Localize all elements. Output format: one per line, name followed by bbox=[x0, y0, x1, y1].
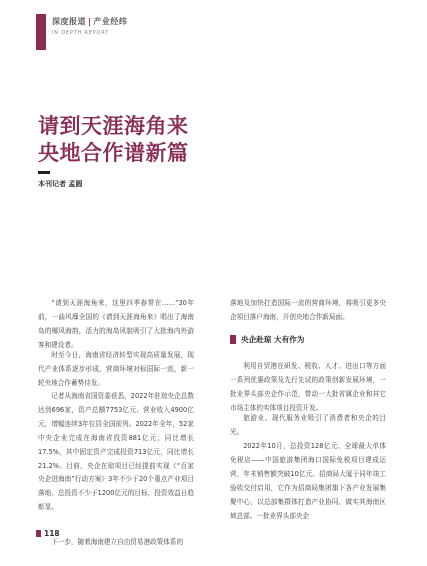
section-heading-marker bbox=[230, 335, 236, 344]
body-paragraph-6: 旅游业、现代服务业吸引了消费者和央企的目光。 bbox=[230, 414, 386, 436]
section-name: 深度报道 bbox=[52, 17, 86, 26]
body-paragraph-5: 利用自贸港在研发、税收、人才、进出口等方面一系列优惠政策及先行先试的政策创新发展环境，一批业界头部央企作示范，带动一大批省属企业和其它市场主体的实体项目投资开发。 bbox=[230, 362, 386, 412]
body-paragraph-right-top: 落地及加快打造国际一流的营商环境，将吸引更多央企项目落户海南，开创央地合作新局面。 bbox=[230, 299, 386, 321]
article-title-line-1: 请到天涯海角来 bbox=[38, 113, 189, 138]
header-accent-bar bbox=[36, 14, 46, 50]
page-number-text: 118 bbox=[44, 529, 60, 538]
header-separator: | bbox=[88, 17, 92, 26]
body-paragraph-1: “请到天涯海角来，这里四季春常在……”30年前，一曲风靡全国的《请到天涯海角来》唱出了海南岛的椰风海韵，活力的海岛风貌吸引了大批海内外游客和建设者。 bbox=[38, 299, 194, 349]
body-paragraph-2: 时至今日，海南省经济转型实现高质量发展，现代产业体系逐步形成，营商环境对标国际一流，新一轮央地合作蓄势待发。 bbox=[38, 351, 194, 387]
section-heading-text: 央企赴琼 大有作为 bbox=[241, 335, 305, 344]
body-paragraph-7: 2022年10月，总投资128亿元、全球最大单体免税店——中国旅游集团海口国际免税项目建成运营，年末销售额突破10亿元。招商局大厦于同年竣工验收交付启用，它作为招商局集团旗下各产业发展集聚中心，以总部集群体打造产业协同、做实其海南区域总部。一批业界头部央企 bbox=[230, 442, 386, 520]
section-heading bbox=[230, 334, 386, 346]
title-rule bbox=[38, 171, 50, 174]
section-header bbox=[52, 16, 127, 27]
section-subtitle-en: IN DEPTH REPORT bbox=[52, 30, 109, 36]
page-number bbox=[36, 529, 60, 538]
column-name: 产业经纬 bbox=[93, 17, 128, 26]
page-number-marker bbox=[36, 530, 41, 537]
body-paragraph-3: 记者从海南省国资委获悉，2022年驻琼央企总数达到696家，资产总额7753亿元、营业收入4900亿元，增幅连续3年位居全国前列。2022年全年，52家中央企业完成在海南省投资881亿元，同比增长17.5%，其中固定资产完成投资713亿元，同比增长21.2%。目前，央企在琼项目已经提前实现《“百家央企进海南”行动方案》3年不少于20个重点产业项目落地、总投资不少于1200亿元的目标，投资效益日趋彰显。 bbox=[38, 392, 194, 512]
body-paragraph-4: 下一步，随着海南建立自由贸易港政策体系的 bbox=[51, 538, 184, 546]
article-title bbox=[38, 112, 258, 166]
byline: 本刊记者 孟圆 bbox=[38, 180, 83, 188]
article-title-line-2: 央地合作谱新篇 bbox=[38, 140, 189, 165]
